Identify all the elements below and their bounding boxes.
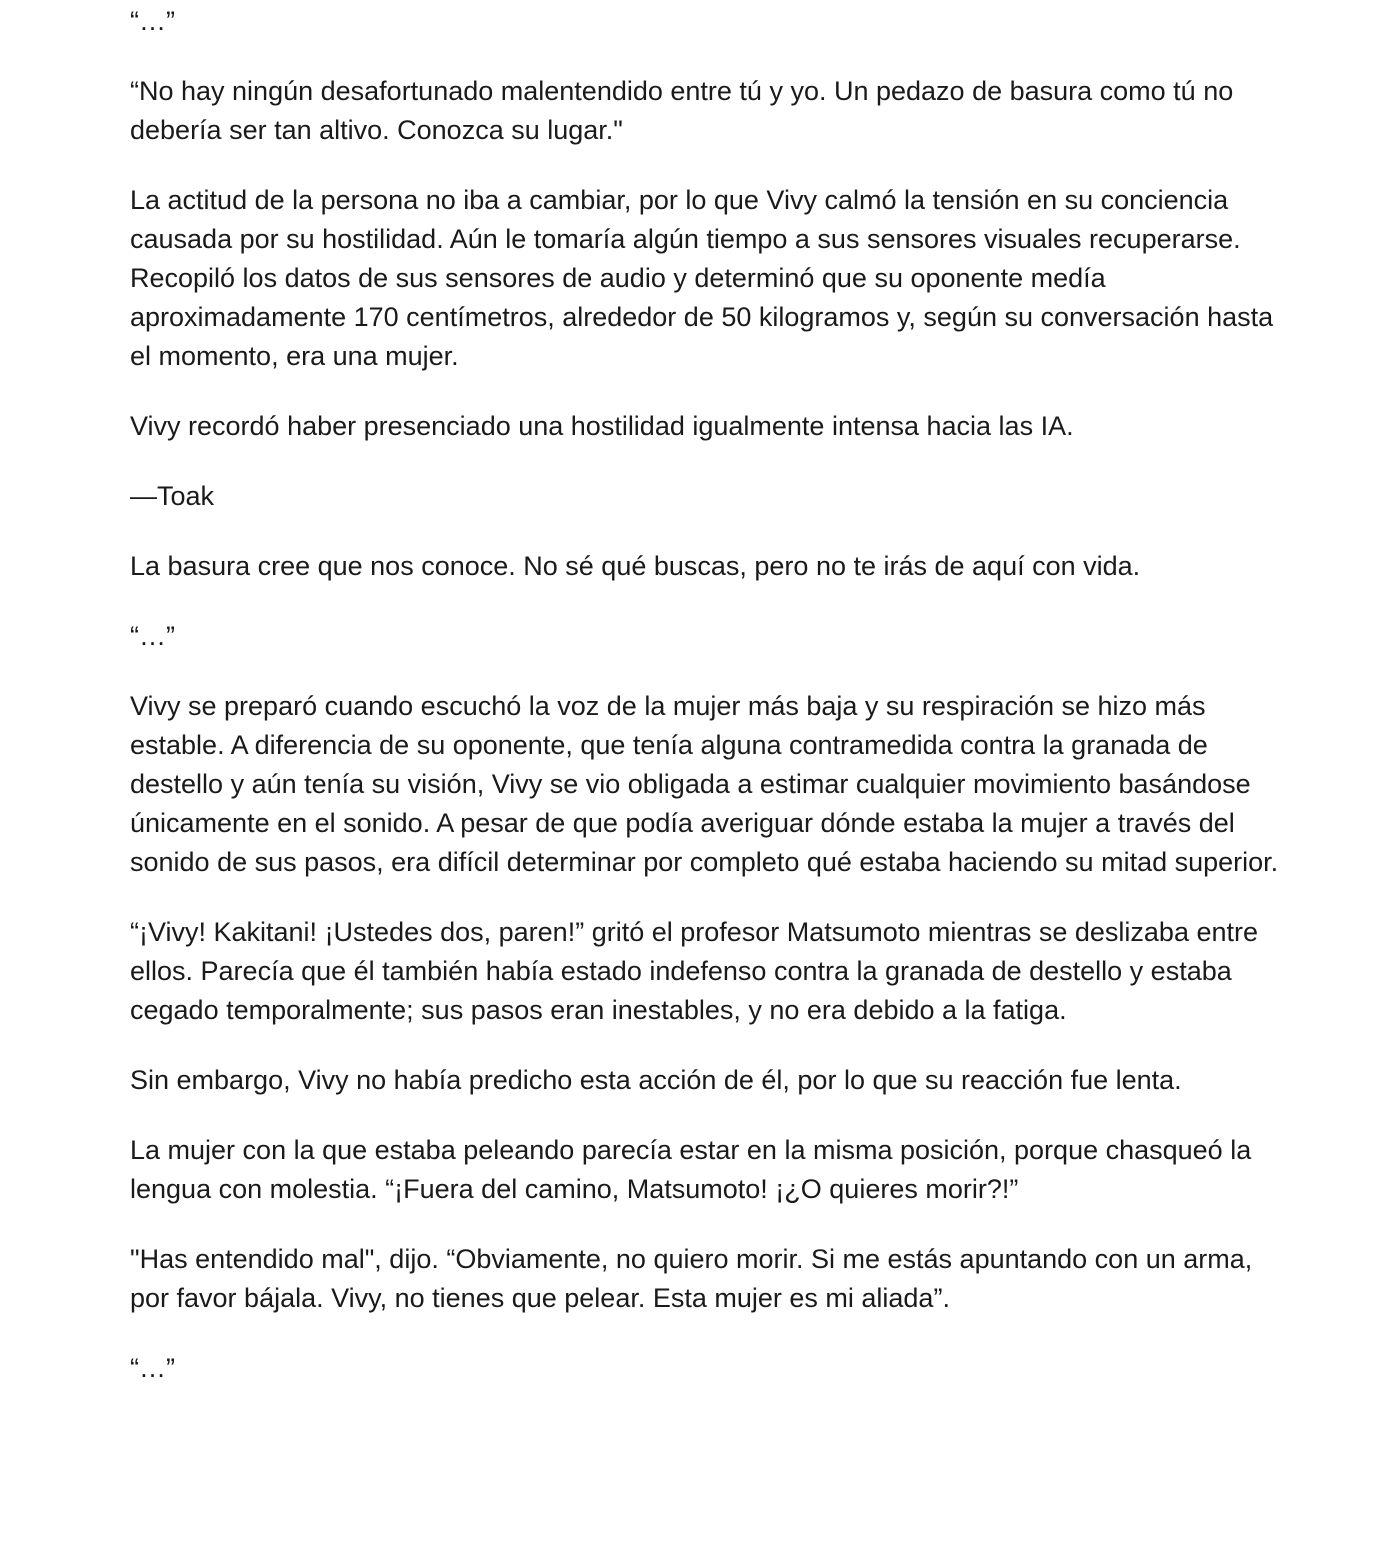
paragraph-ellipsis-2: “…” xyxy=(130,621,175,651)
paragraph-toak: —Toak xyxy=(130,481,215,511)
paragraph-vivy-preparo: Vivy se preparó cuando escuchó la voz de la mujer más baja y su respiración se hizo más estable. A diferencia de su oponente, que tenía alguna contramedida contra la granada de destello y aún tenía su visión, Vivy se vio obligada a estimar cualquier movimiento basándose únicamente en el sonido. A pesar de que podía averiguar dónde estaba la mujer a través del sonido de sus pasos, era difícil determinar por completo qué estaba haciendo su mitad superior. xyxy=(130,691,1279,877)
paragraph-matsumoto-grito: “¡Vivy! Kakitani! ¡Ustedes dos, paren!” gritó el profesor Matsumoto mientras se deslizaba entre ellos. Parecía que él también había estado indefenso contra la granada de destello y estaba cegado temporalmente; sus pasos eran inestables, y no era debido a la fatiga. xyxy=(130,917,1259,1025)
paragraph-ellipsis-3: “…” xyxy=(130,1353,175,1383)
paragraph-actitud: La actitud de la persona no iba a cambiar, por lo que Vivy calmó la tensión en su conciencia causada por su hostilidad. Aún le tomaría algún tiempo a sus sensores visuales recuperarse. Recopiló los datos de sus sensores de audio y determinó que su oponente medía aproximadamente 170 centímetros, alrededor de 50 kilogramos y, según su conversación hasta el momento, era una mujer. xyxy=(130,185,1274,371)
paragraph-mujer-peleando: La mujer con la que estaba peleando parecía estar en la misma posición, porque chasqueó la lengua con molestia. “¡Fuera del camino, Matsumoto! ¡¿O quieres morir?!” xyxy=(130,1135,1252,1204)
paragraph-basura-conoce: La basura cree que nos conoce. No sé qué buscas, pero no te irás de aquí con vida. xyxy=(130,551,1141,581)
text-body xyxy=(130,0,1290,1419)
paragraph-reaccion-lenta: Sin embargo, Vivy no había predicho esta acción de él, por lo que su reacción fue lenta. xyxy=(130,1065,1182,1095)
paragraph-entendido-mal: "Has entendido mal", dijo. “Obviamente, no quiero morir. Si me estás apuntando con un arma, por favor bájala. Vivy, no tienes que pelear. Esta mujer es mi aliada”. xyxy=(130,1244,1253,1313)
paragraph-dialogue-basura: “No hay ningún desafortunado malentendido entre tú y yo. Un pedazo de basura como tú no debería ser tan altivo. Conozca su lugar." xyxy=(130,76,1234,145)
paragraph-ellipsis-1: “…” xyxy=(130,6,175,36)
paragraph-hostilidad-ia: Vivy recordó haber presenciado una hostilidad igualmente intensa hacia las IA. xyxy=(130,411,1074,441)
